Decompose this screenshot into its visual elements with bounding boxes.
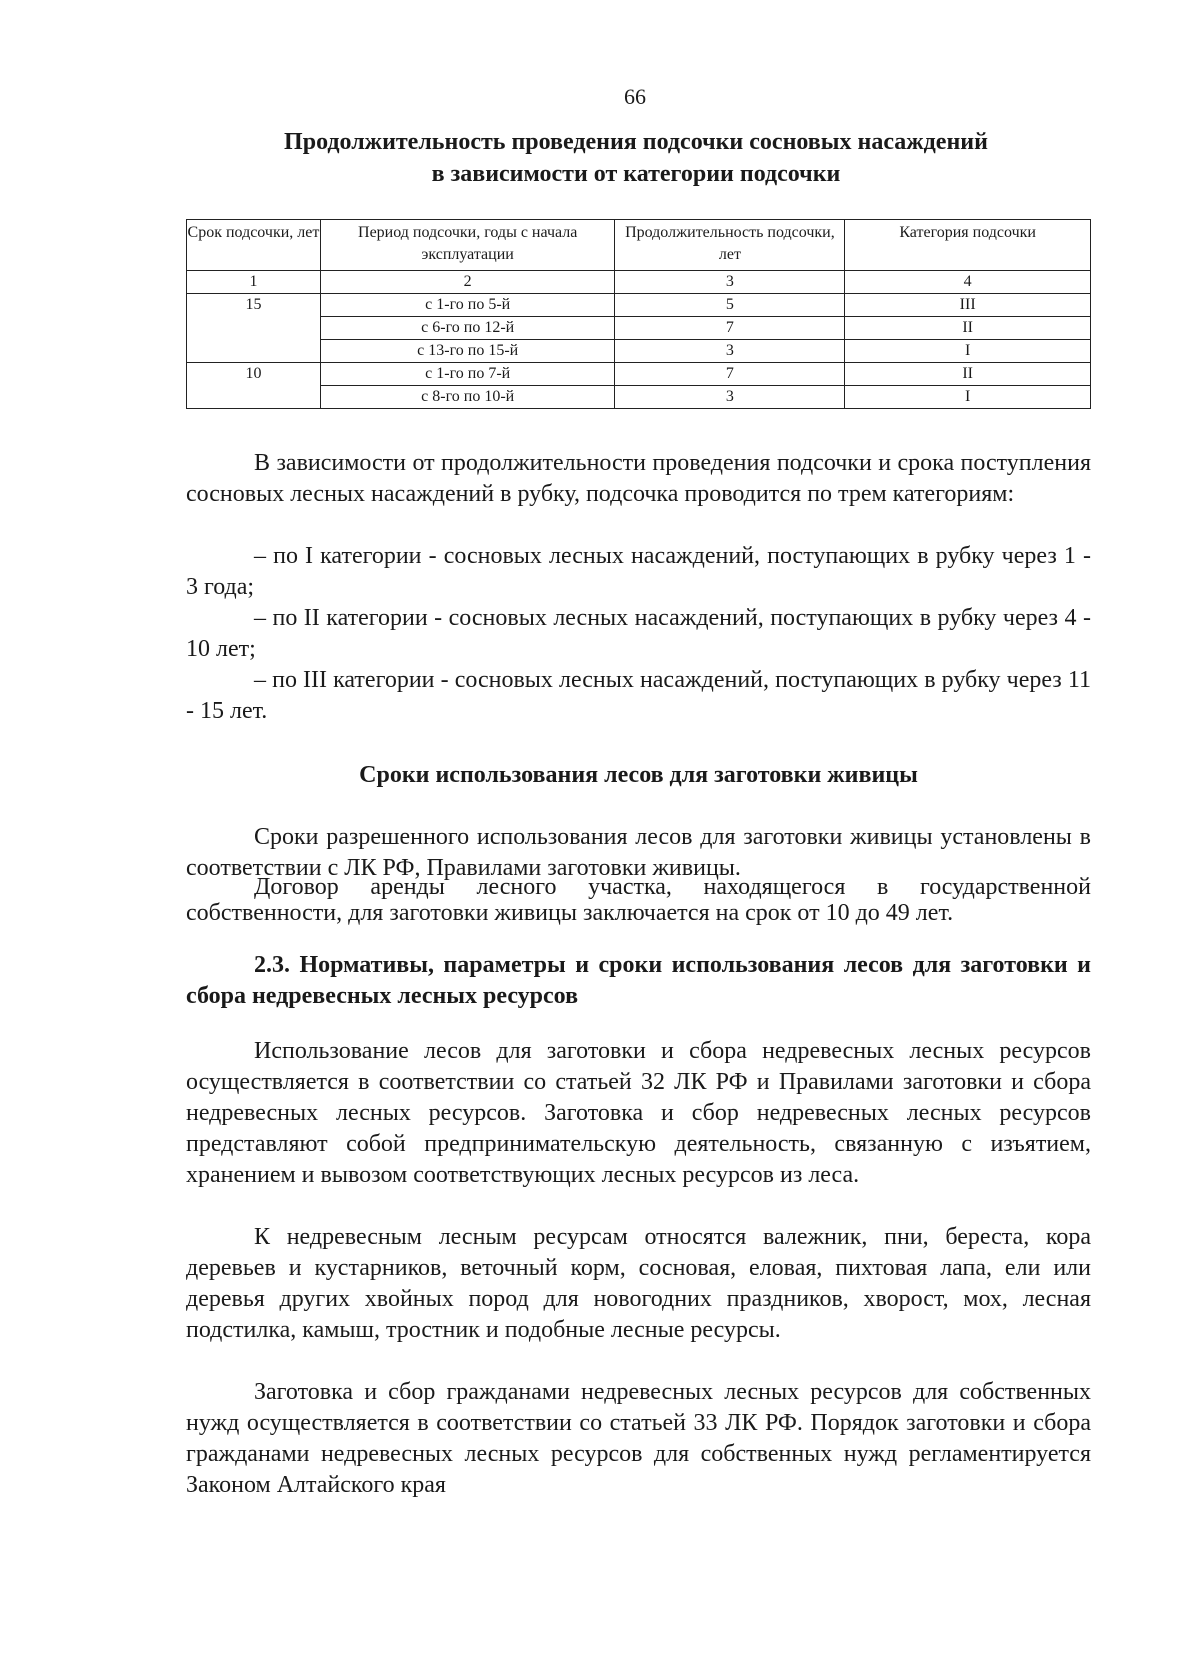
- paragraph-categories-intro: В зависимости от продолжительности проведения подсочки и срока поступления сосновых лесных насаждений в рубку, подсочка проводится по трем категориям:: [186, 450, 1091, 507]
- header-cell: Срок подсочки, лет: [187, 220, 321, 271]
- header-cell: Категория подсочки: [845, 220, 1091, 271]
- column-number: 1: [187, 271, 321, 294]
- section-heading-resin-terms: Сроки использования лесов для заготовки живицы: [359, 762, 918, 788]
- table-row: [187, 317, 1091, 340]
- paragraph-category-3: – по III категории - сосновых лесных насаждений, поступающих в рубку через 11 - 15 лет.: [186, 667, 1091, 724]
- period-cell: с 6-го по 12-й: [320, 317, 615, 340]
- column-number: 2: [320, 271, 615, 294]
- category-cell: III: [845, 294, 1091, 317]
- paragraph-lease-agreement: Договор аренды лесного участка, находящегося в государственной собственности, для заготовки живицы заключается на срок от 10 до 49 лет.: [186, 874, 1091, 926]
- period-cell: с 13-го по 15-й: [320, 340, 615, 363]
- paragraph-non-timber-list: К недревесным лесным ресурсам относятся валежник, пни, береста, кора деревьев и кустарников, веточный корм, сосновая, еловая, пихтовая лапа, ели или деревья других хвойных пород для новогодних праздников, хворост, мох, лесная подстилка, камыш, тростник и подобные лесные ресурсы.: [186, 1224, 1091, 1343]
- page-number: 66: [624, 84, 646, 109]
- header-cell: Период подсочки, годы с начала эксплуатации: [320, 220, 615, 271]
- category-cell: II: [845, 317, 1091, 340]
- column-number: 4: [845, 271, 1091, 294]
- period-cell: с 1-го по 5-й: [320, 294, 615, 317]
- term-cell-empty: [187, 386, 321, 409]
- period-cell: с 8-го по 10-й: [320, 386, 615, 409]
- table-row: [187, 340, 1091, 363]
- duration-cell: 3: [615, 340, 845, 363]
- paragraph-category-2: – по II категории - сосновых лесных насаждений, поступающих в рубку через 4 - 10 лет;: [186, 605, 1091, 662]
- table-header-row: [187, 220, 1091, 271]
- paragraph-citizens-harvest: Заготовка и сбор гражданами недревесных лесных ресурсов для собственных нужд осуществляется в соответствии со статьей 33 ЛК РФ. Порядок заготовки и сбора гражданами недревесных лесных ресурсов для собственных нужд регламентируется Законом Алтайского края: [186, 1379, 1091, 1498]
- column-number-row: [187, 271, 1091, 294]
- term-cell-empty: [187, 340, 321, 363]
- term-cell: 15: [187, 294, 321, 317]
- category-cell: I: [845, 340, 1091, 363]
- duration-cell: 7: [615, 363, 845, 386]
- table-title-line-1: Продолжительность проведения подсочки сосновых насаждений: [284, 129, 988, 155]
- duration-cell: 3: [615, 386, 845, 409]
- paragraph-resin-terms: Сроки разрешенного использования лесов для заготовки живицы установлены в соответствии с ЛК РФ, Правилами заготовки живицы.: [186, 824, 1091, 881]
- category-cell: I: [845, 386, 1091, 409]
- column-number: 3: [615, 271, 845, 294]
- duration-cell: 7: [615, 317, 845, 340]
- duration-cell: 5: [615, 294, 845, 317]
- tapping-duration-table: [186, 219, 1091, 409]
- table-row: [187, 363, 1091, 386]
- table-row: [187, 386, 1091, 409]
- header-cell: Продолжительность подсочки, лет: [615, 220, 845, 271]
- paragraph-category-1: – по I категории - сосновых лесных насаждений, поступающих в рубку через 1 - 3 года;: [186, 543, 1091, 600]
- table-title: [186, 126, 1086, 190]
- term-cell-empty: [187, 317, 321, 340]
- table-title-line-2: в зависимости от категории подсочки: [431, 161, 841, 187]
- category-cell: II: [845, 363, 1091, 386]
- paragraph-non-timber-use: Использование лесов для заготовки и сбора недревесных лесных ресурсов осуществляется в соответствии со статьей 32 ЛК РФ и Правилами заготовки и сбора недревесных лесных ресурсов. Заготовка и сбор недревесных лесных ресурсов представляют собой предпринимательскую деятельность, связанную с изъятием, хранением и вывозом соответствующих лесных ресурсов из леса.: [186, 1038, 1091, 1188]
- period-cell: с 1-го по 7-й: [320, 363, 615, 386]
- table-row: [187, 294, 1091, 317]
- section-heading-2-3: 2.3. Нормативы, параметры и сроки использования лесов для заготовки и сбора недревесных лесных ресурсов: [186, 952, 1091, 1009]
- term-cell: 10: [187, 363, 321, 386]
